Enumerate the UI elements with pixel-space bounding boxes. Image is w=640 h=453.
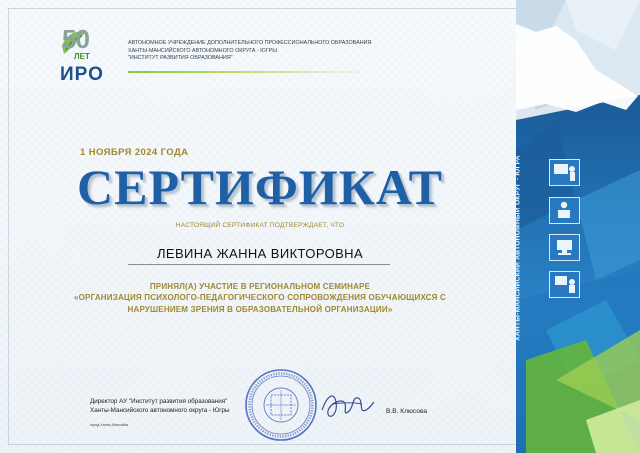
handwritten-signature (318, 388, 376, 424)
header-divider (128, 71, 374, 73)
description-line: «ОРГАНИЗАЦИЯ ПСИХОЛОГО-ПЕДАГОГИЧЕСКОГО СОПРОВОЖДЕНИЯ ОБУЧАЮЩИХСЯ С (73, 293, 447, 303)
logo-years: 50 (62, 24, 89, 54)
lecture-icon (549, 271, 580, 298)
name-underline (128, 264, 390, 265)
organization-header (128, 40, 371, 63)
director-line: Директор АУ "Институт развития образования" (90, 398, 228, 405)
director-line: Ханты-Мансийского автономного округа - Югры (90, 406, 230, 414)
org-line: ХАНТЫ-МАНСИЙСКОГО АВТОНОМНОГО ОКРУГА - ЮГРЫ (128, 47, 277, 54)
event-description (40, 281, 480, 315)
teacher-board-icon (549, 159, 580, 186)
signer-name: В.В. Клюсова (386, 408, 428, 415)
certificate-date: 1 НОЯБРЯ 2024 ГОДА (80, 147, 189, 158)
logo-years-label: ЛЕТ (74, 52, 90, 61)
region-label: ХАНТЫ-МАНСИЙСКИЙ АВТОНОМНЫЙ ОКРУГ - ЮГРА (514, 155, 522, 341)
recipient-name: ЛЕВИНА ЖАННА ВИКТОРОВНА (156, 246, 364, 261)
org-line: АВТОНОМНОЕ УЧРЕЖДЕНИЕ ДОПОЛНИТЕЛЬНОГО ПРОФЕССИОНАЛЬНОГО ОБРАЗОВАНИЯ (128, 40, 372, 46)
confirm-text: НАСТОЯЩИЙ СЕРТИФИКАТ ПОДТВЕРЖДАЕТ, ЧТО (175, 222, 345, 229)
certificate-title: СЕРТИФИКАТ (76, 159, 443, 215)
description-line: ПРИНЯЛ(А) УЧАСТИЕ В РЕГИОНАЛЬНОМ СЕМИНАРЕ (149, 282, 371, 291)
director-title (90, 398, 230, 415)
city-label: город Ханты-Мансийск (90, 423, 129, 427)
logo-abbr: ИРО (60, 64, 104, 85)
org-line: "ИНСТИТУТ РАЗВИТИЯ ОБРАЗОВАНИЯ" (128, 55, 233, 62)
iro-50-years-logo (60, 24, 120, 86)
decorative-sidebar (516, 0, 640, 453)
description-line: НАРУШЕНИЕМ ЗРЕНИЯ В ОБРАЗОВАТЕЛЬНОЙ ОРГАНИЗАЦИИ» (127, 304, 393, 314)
official-stamp (244, 368, 318, 442)
reading-student-icon (549, 197, 580, 224)
computer-class-icon (549, 234, 580, 261)
